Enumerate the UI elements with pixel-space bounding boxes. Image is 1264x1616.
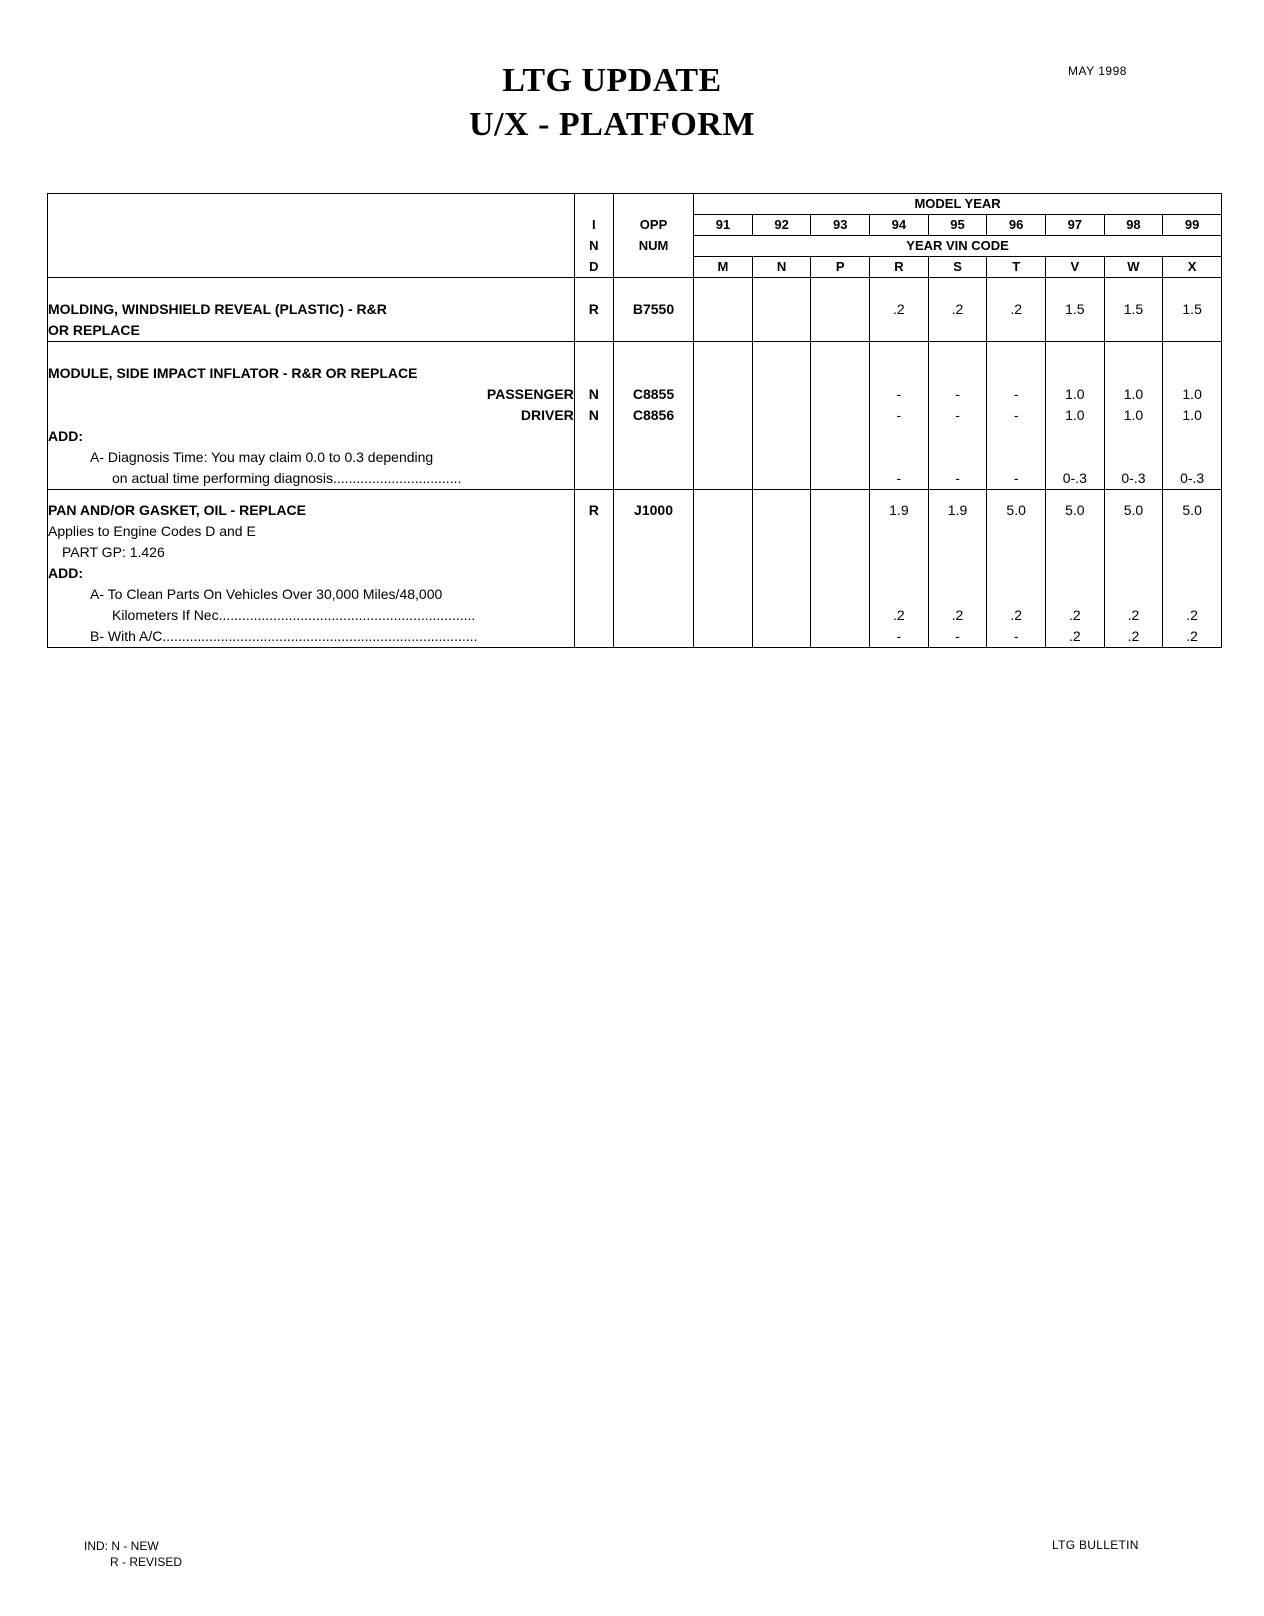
legend-new: IND: N - NEW [84, 1539, 159, 1553]
description-line: MODULE, SIDE IMPACT INFLATOR - R&R OR REPLACE [48, 365, 418, 381]
labor-time-value [987, 542, 1045, 563]
ind-cell [574, 278, 613, 342]
labor-time-cell [928, 490, 987, 648]
vin-code-cell: X [1163, 257, 1222, 278]
description-line: ADD: [48, 565, 83, 581]
labor-time-value [1163, 563, 1221, 584]
labor-time-value [1046, 563, 1104, 584]
labor-time-value [811, 384, 869, 405]
labor-time-value [753, 447, 811, 468]
labor-time-cell [870, 490, 929, 648]
labor-time-value [1046, 426, 1104, 447]
labor-time-value [753, 605, 811, 626]
labor-time-value [694, 299, 752, 320]
labor-time-value: - [1013, 386, 1019, 402]
labor-time-value: .2 [1186, 628, 1198, 644]
labor-time-cell [1163, 490, 1222, 648]
opp-number [614, 605, 693, 626]
bulletin-label: LTG BULLETIN [1052, 1538, 1139, 1552]
description-line: B- With A/C................................................................................. [90, 628, 478, 644]
table-header [48, 194, 1222, 278]
labor-time-value [929, 363, 987, 384]
labor-time-value: - [896, 407, 902, 423]
labor-time-value [1046, 584, 1104, 605]
labor-time-value [1046, 542, 1104, 563]
labor-time-value: 0-.3 [1180, 470, 1205, 486]
labor-time-value [753, 426, 811, 447]
labor-time-value [987, 447, 1045, 468]
labor-time-value [811, 563, 869, 584]
labor-time-value: 1.5 [1065, 301, 1085, 317]
labor-time-value: 0-.3 [1121, 470, 1146, 486]
labor-time-value [1105, 521, 1163, 542]
year-header-cell: 93 [811, 215, 870, 236]
labor-time-value [1163, 521, 1221, 542]
opp-number-cell [613, 342, 693, 490]
labor-time-value: 1.0 [1182, 407, 1202, 423]
labor-time-value: .2 [893, 301, 905, 317]
labor-time-value [811, 500, 869, 521]
vin-code-cell: P [811, 257, 870, 278]
labor-time-value: - [1013, 628, 1019, 644]
ind-code [575, 363, 613, 384]
vin-code-label: YEAR VIN CODE [694, 236, 1222, 257]
labor-time-value [929, 584, 987, 605]
labor-time-value [694, 542, 752, 563]
labor-time-value [753, 468, 811, 489]
labor-time-cell [987, 342, 1046, 490]
labor-time-value [1046, 320, 1104, 341]
labor-time-table [47, 193, 1222, 648]
labor-time-value [987, 563, 1045, 584]
opp-number [614, 626, 693, 647]
labor-time-value [811, 521, 869, 542]
labor-time-value [694, 363, 752, 384]
labor-time-value: 1.0 [1182, 386, 1202, 402]
vin-code-cell: T [987, 257, 1046, 278]
labor-time-value [870, 521, 928, 542]
opp-header-label: OPP [613, 215, 693, 236]
ind-code: N [588, 386, 599, 402]
opp-number: J1000 [634, 502, 673, 518]
year-header-cell: 91 [694, 215, 753, 236]
labor-time-value [811, 447, 869, 468]
description-line: Kilometers If Nec.................................................................. [112, 607, 476, 623]
ind-header-letter: I [574, 215, 613, 236]
labor-time-value [1105, 584, 1163, 605]
labor-time-value [987, 320, 1045, 341]
vin-code-cell: M [694, 257, 753, 278]
ind-code [575, 542, 613, 563]
labor-time-value [694, 500, 752, 521]
vin-code-cell: N [752, 257, 811, 278]
labor-time-value [1163, 363, 1221, 384]
labor-time-cell [811, 342, 870, 490]
opp-header-cell [613, 194, 693, 215]
labor-time-cell [928, 278, 987, 342]
labor-time-value: .2 [1127, 607, 1140, 623]
labor-time-value: .2 [1186, 607, 1198, 623]
labor-time-value [1163, 542, 1221, 563]
labor-time-value: 1.5 [1123, 301, 1144, 317]
labor-time-cell [870, 278, 929, 342]
labor-time-value: 1.0 [1123, 386, 1144, 402]
year-header-cell: 96 [987, 215, 1046, 236]
labor-time-value [753, 363, 811, 384]
labor-time-value [1163, 584, 1221, 605]
labor-time-value: 5.0 [1123, 502, 1144, 518]
year-header-cell: 99 [1163, 215, 1222, 236]
ind-code: R [588, 502, 599, 518]
labor-time-value [811, 605, 869, 626]
ind-code [575, 563, 613, 584]
labor-time-value [753, 500, 811, 521]
opp-number [614, 542, 693, 563]
opp-number [614, 584, 693, 605]
labor-time-value [870, 447, 928, 468]
labor-time-value: 0-.3 [1062, 470, 1087, 486]
labor-time-value [811, 626, 869, 647]
labor-time-value: .2 [951, 301, 964, 317]
labor-time-value [694, 468, 752, 489]
labor-time-value [694, 384, 752, 405]
opp-number: C8855 [632, 386, 675, 402]
labor-time-value [811, 426, 869, 447]
labor-time-value [1163, 447, 1221, 468]
ind-header-cell [574, 194, 613, 215]
year-header-cell: 97 [1045, 215, 1104, 236]
labor-time-value: 5.0 [1182, 502, 1202, 518]
ind-code [575, 584, 613, 605]
page-title: LTG UPDATE [502, 62, 722, 99]
labor-time-value [1046, 447, 1104, 468]
labor-time-value: 1.9 [947, 502, 968, 518]
labor-time-value [870, 584, 928, 605]
labor-time-value [811, 542, 869, 563]
ind-code [575, 521, 613, 542]
labor-time-value [1105, 363, 1163, 384]
labor-time-value [987, 584, 1045, 605]
ind-legend [84, 1538, 182, 1570]
labor-time-value [694, 405, 752, 426]
labor-time-value [753, 563, 811, 584]
labor-time-value [987, 363, 1045, 384]
labor-time-value [753, 521, 811, 542]
labor-time-value [694, 447, 752, 468]
labor-time-cell [811, 490, 870, 648]
labor-time-value: - [955, 470, 960, 486]
labor-time-value [753, 320, 811, 341]
opp-number [614, 447, 693, 468]
labor-time-cell [928, 342, 987, 490]
labor-time-cell [1104, 278, 1163, 342]
labor-time-value [753, 542, 811, 563]
vin-code-cell: V [1045, 257, 1104, 278]
labor-time-value [1046, 521, 1104, 542]
ind-code [575, 320, 613, 341]
labor-time-value: - [955, 386, 960, 402]
labor-time-value [753, 584, 811, 605]
year-header-cell: 92 [752, 215, 811, 236]
vin-code-cell: R [870, 257, 929, 278]
labor-time-value: .2 [893, 607, 905, 623]
labor-time-value [1046, 363, 1104, 384]
opp-header-spacer [613, 257, 693, 278]
labor-time-value [929, 426, 987, 447]
labor-time-value: .2 [1068, 628, 1081, 644]
description-line: PART GP: 1.426 [62, 544, 165, 560]
labor-time-value: - [896, 628, 902, 644]
description-line: PAN AND/OR GASKET, OIL - REPLACE [48, 502, 306, 518]
year-header-cell: 95 [928, 215, 987, 236]
labor-time-value [1163, 320, 1221, 341]
labor-time-value: - [896, 386, 902, 402]
labor-time-cell [694, 490, 753, 648]
labor-time-value [1105, 447, 1163, 468]
labor-time-value [694, 584, 752, 605]
labor-time-value [987, 521, 1045, 542]
page-subtitle: U/X - PLATFORM [469, 106, 755, 143]
labor-time-value [870, 363, 928, 384]
labor-time-value [811, 299, 869, 320]
labor-time-value [1105, 320, 1163, 341]
bulletin-date: MAY 1998 [1068, 64, 1127, 78]
labor-time-value: 1.0 [1123, 407, 1144, 423]
ind-code [575, 468, 613, 489]
description-cell [48, 278, 575, 342]
labor-time-value [870, 563, 928, 584]
legend-revised: R - REVISED [110, 1555, 183, 1569]
labor-time-cell [811, 278, 870, 342]
description-line: ADD: [48, 428, 83, 444]
opp-number [614, 363, 693, 384]
labor-time-cell [987, 490, 1046, 648]
labor-time-value: 1.0 [1065, 386, 1085, 402]
labor-time-cell [1045, 490, 1104, 648]
ind-code [575, 426, 613, 447]
ind-header-letter: N [574, 236, 613, 257]
labor-time-value [694, 605, 752, 626]
labor-time-value: - [1013, 407, 1019, 423]
description-cell [48, 490, 575, 648]
labor-time-value: 5.0 [1065, 502, 1085, 518]
description-line: Applies to Engine Codes D and E [48, 523, 256, 539]
ind-code: R [588, 301, 599, 317]
opp-number-cell [613, 490, 693, 648]
labor-time-value: 1.9 [889, 502, 909, 518]
labor-time-value: - [955, 407, 960, 423]
opp-number [614, 426, 693, 447]
labor-time-value: .2 [951, 607, 964, 623]
labor-time-value [1105, 426, 1163, 447]
labor-time-value: 5.0 [1006, 502, 1026, 518]
description-header-cell [48, 194, 575, 278]
labor-time-cell [1104, 490, 1163, 648]
labor-time-value: - [896, 470, 902, 486]
labor-time-value [929, 521, 987, 542]
labor-time-value [929, 447, 987, 468]
ind-code [575, 447, 613, 468]
labor-time-value [870, 426, 928, 447]
labor-time-value: .2 [1010, 301, 1022, 317]
labor-time-cell [870, 342, 929, 490]
opp-number-cell [613, 278, 693, 342]
labor-time-cell [987, 278, 1046, 342]
opp-number [614, 563, 693, 584]
labor-time-value: .2 [1010, 607, 1022, 623]
labor-time-value [753, 405, 811, 426]
labor-time-value [929, 563, 987, 584]
description-line: OR REPLACE [48, 322, 140, 338]
labor-time-value [811, 468, 869, 489]
labor-time-value: 1.5 [1182, 301, 1202, 317]
labor-time-value [1105, 563, 1163, 584]
labor-time-cell [1163, 342, 1222, 490]
labor-time-value [694, 320, 752, 341]
vin-code-cell: S [928, 257, 987, 278]
labor-time-cell [1045, 278, 1104, 342]
labor-time-value [929, 542, 987, 563]
labor-time-cell [1045, 342, 1104, 490]
labor-time-cell [752, 278, 811, 342]
operation-section [48, 490, 1222, 648]
labor-time-value [870, 320, 928, 341]
labor-time-value: - [955, 628, 960, 644]
labor-time-cell [1104, 342, 1163, 490]
labor-time-value [811, 363, 869, 384]
description-line: MOLDING, WINDSHIELD REVEAL (PLASTIC) - R&R [48, 301, 387, 317]
labor-time-value [753, 299, 811, 320]
year-header-cell: 94 [870, 215, 929, 236]
description-cell [48, 342, 575, 490]
ind-header-letter: D [574, 257, 613, 278]
ind-code [575, 605, 613, 626]
opp-header-label: NUM [613, 236, 693, 257]
description-line: on actual time performing diagnosis................................. [112, 470, 462, 486]
description-line: A- To Clean Parts On Vehicles Over 30,000 Miles/48,000 [90, 586, 443, 602]
labor-time-value [870, 542, 928, 563]
opp-number [614, 320, 693, 341]
labor-time-value [811, 405, 869, 426]
labor-time-cell [1163, 278, 1222, 342]
labor-time-value [1105, 542, 1163, 563]
description-line: DRIVER [520, 407, 574, 423]
labor-time-value: .2 [1068, 607, 1081, 623]
ind-code [575, 626, 613, 647]
labor-time-value: .2 [1127, 628, 1140, 644]
labor-time-value: 1.0 [1065, 407, 1085, 423]
ind-cell [574, 342, 613, 490]
description-line: A- Diagnosis Time: You may claim 0.0 to 0.3 depending [90, 449, 434, 465]
ind-code: N [588, 407, 599, 423]
labor-time-cell [752, 342, 811, 490]
labor-time-value: - [1013, 470, 1019, 486]
table-body [48, 278, 1222, 648]
labor-time-value [694, 563, 752, 584]
labor-time-value [694, 521, 752, 542]
vin-code-cell: W [1104, 257, 1163, 278]
labor-time-cell [694, 342, 753, 490]
labor-time-value [753, 384, 811, 405]
labor-time-cell [694, 278, 753, 342]
labor-time-value [694, 426, 752, 447]
labor-time-value [929, 320, 987, 341]
labor-time-value [811, 320, 869, 341]
labor-time-value [694, 626, 752, 647]
opp-number [614, 521, 693, 542]
model-year-label: MODEL YEAR [694, 194, 1222, 215]
labor-time-value [753, 626, 811, 647]
opp-number: B7550 [632, 301, 675, 317]
labor-time-value [811, 584, 869, 605]
ind-cell [574, 490, 613, 648]
labor-time-value [987, 426, 1045, 447]
year-header-cell: 98 [1104, 215, 1163, 236]
operation-section [48, 278, 1222, 342]
labor-time-value [1163, 426, 1221, 447]
opp-number [614, 468, 693, 489]
labor-time-cell [752, 490, 811, 648]
description-line: PASSENGER [486, 386, 574, 402]
opp-number: C8856 [632, 407, 675, 423]
operation-section [48, 342, 1222, 490]
